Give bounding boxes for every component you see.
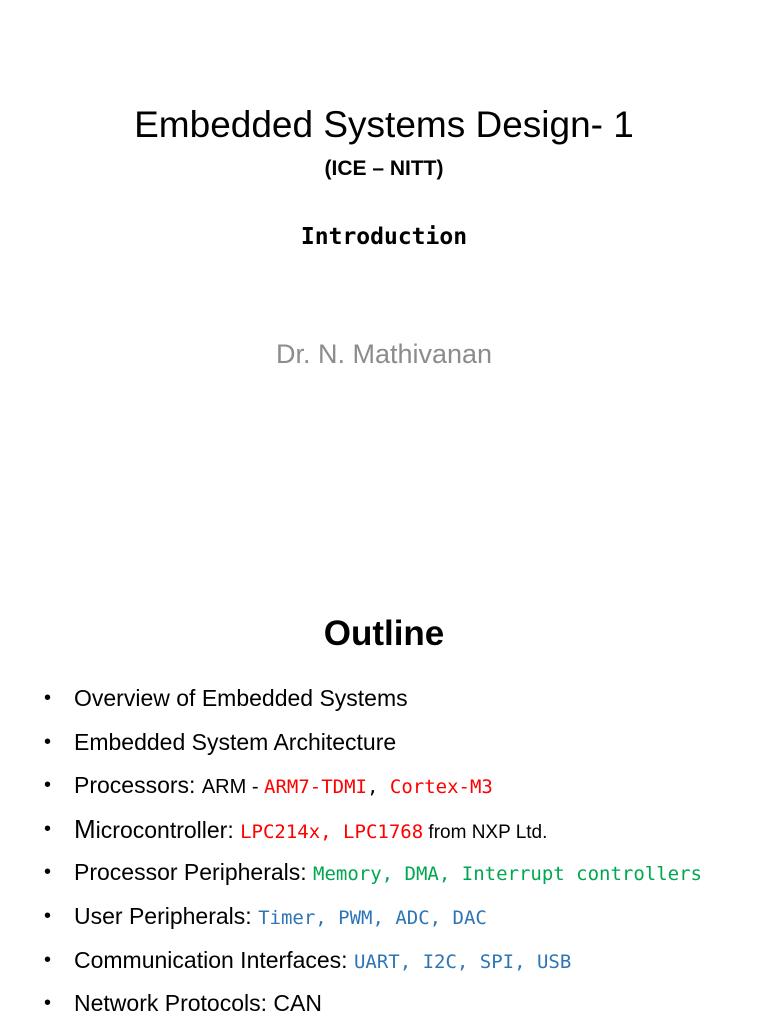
item-red-1: ARM7-TDMI xyxy=(264,776,367,799)
bullet-icon: • xyxy=(44,730,52,753)
item-label: User Peripherals: xyxy=(74,902,259,929)
list-item xyxy=(0,940,768,984)
list-item xyxy=(0,852,768,896)
bullet-icon: • xyxy=(44,861,52,884)
item-red: LPC214x, LPC1768 xyxy=(240,820,424,843)
item-text: Embedded System Architecture xyxy=(74,728,397,755)
list-item xyxy=(0,983,768,1027)
item-sep: , xyxy=(367,776,390,799)
list-item xyxy=(0,809,768,853)
item-text: Network Protocols: CAN xyxy=(74,990,322,1017)
slide-title: Embedded Systems Design- 1 xyxy=(134,104,634,145)
slide-heading: Introduction xyxy=(300,224,468,250)
bullet-icon: • xyxy=(44,817,52,840)
slide-subtitle: (ICE – NITT) xyxy=(324,157,444,180)
item-label: Communication Interfaces: xyxy=(74,946,354,973)
item-label: icrocontroller: xyxy=(95,816,241,843)
item-green-1: Memory, DMA, xyxy=(313,863,462,886)
item-first-letter: M xyxy=(74,813,96,844)
bullet-icon: • xyxy=(44,904,52,927)
bullet-icon: • xyxy=(44,992,52,1015)
item-label: Processor Peripherals: xyxy=(74,859,314,886)
list-item xyxy=(0,896,768,940)
author-name: Dr. N. Mathivanan xyxy=(275,339,493,369)
list-item xyxy=(0,765,768,809)
outline-slide xyxy=(0,576,768,1024)
outline-title: Outline xyxy=(323,614,445,653)
item-blue: Timer, PWM, ADC, DAC xyxy=(258,906,487,929)
item-plain: ARM - xyxy=(201,776,265,799)
bullet-icon: • xyxy=(44,948,52,971)
bullet-icon: • xyxy=(44,774,52,797)
item-green-2: Interrupt controllers xyxy=(461,863,702,886)
list-item xyxy=(0,722,768,766)
outline-list xyxy=(0,678,768,1027)
item-text: Overview of Embedded Systems xyxy=(74,685,408,711)
item-blue: UART, I2C, SPI, USB xyxy=(353,950,572,973)
list-item xyxy=(0,678,768,722)
bullet-icon: • xyxy=(44,687,52,709)
item-label: Processors: xyxy=(74,772,202,799)
item-red-2: Cortex-M3 xyxy=(389,776,493,799)
item-suffix: from NXP Ltd. xyxy=(423,821,548,843)
